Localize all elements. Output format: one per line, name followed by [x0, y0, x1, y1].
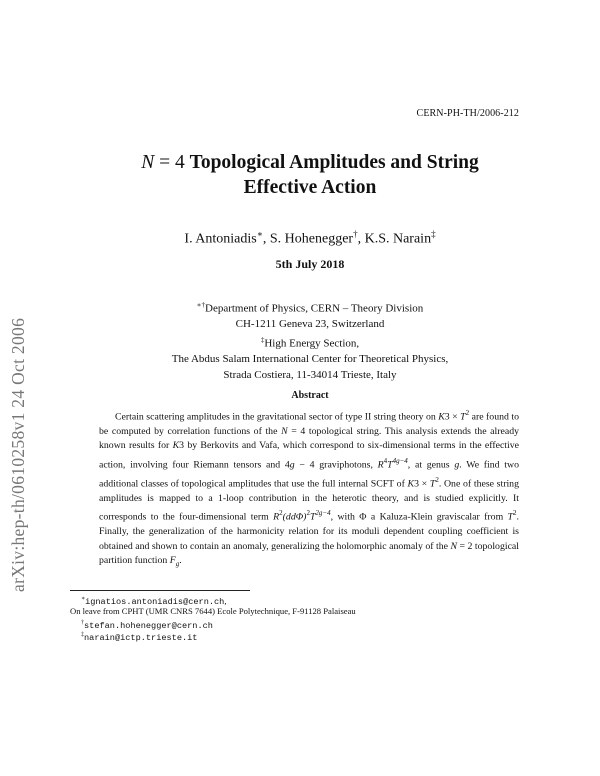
- author-mark-1: ∗: [256, 229, 263, 239]
- title-math-n: N: [141, 152, 155, 173]
- abstract-math: R: [377, 459, 384, 471]
- email-narain[interactable]: narain@ictp.trieste.it: [84, 632, 198, 643]
- abstract-math: 2: [465, 409, 470, 417]
- abstract-text: topological partition function: [99, 540, 519, 567]
- footnote-narain: [81, 630, 197, 644]
- abstract-math: 2: [435, 475, 439, 484]
- abstract-math: 3: [179, 440, 185, 452]
- abstract-text: .: [179, 555, 182, 567]
- abstract-text: . One of these string amplitudes is mapped to a 1-loop contribution in the heterotic theory, and is studied explicitly. It corresponds to the four-dimensional term: [99, 478, 519, 523]
- abstract-math: T: [429, 478, 436, 490]
- abstract-math: g: [454, 459, 460, 471]
- arxiv-stamp: arXiv:hep-th/0610258v1 24 Oct 2006: [8, 317, 28, 592]
- affiliation-ictp-section: High Energy Section,: [264, 337, 360, 350]
- footnote-mark-2: †: [81, 620, 84, 626]
- abstract-math: 2: [279, 509, 283, 518]
- paper-date: 5th July 2018: [275, 257, 345, 271]
- abstract-math: g: [175, 560, 180, 569]
- author-separator: ,: [262, 231, 270, 247]
- author-list: [60, 229, 560, 248]
- affiliation-mark-1: ∗†: [196, 301, 205, 309]
- abstract-text: . Finally, the generalization of the harmonicity relation for its moduli dependent coupling coefficient is obtained and shown to contain an anomaly, generalizing the holomorphic anomaly of the: [99, 511, 519, 552]
- paper-title: [60, 150, 560, 200]
- abstract-math: R: [273, 511, 280, 523]
- abstract-math: 4g−4: [392, 457, 408, 466]
- abstract-heading: Abstract: [291, 390, 329, 401]
- abstract-math: 2g−4: [315, 509, 331, 518]
- abstract-text: topological string. This analysis extends the already known results for: [99, 425, 520, 452]
- title-line-1-text: Topological Amplitudes and String: [189, 152, 479, 173]
- title-math-eq: = 4: [154, 152, 190, 173]
- abstract-math: 3 ×: [414, 478, 430, 490]
- author-narain: K.S. Narain: [364, 231, 432, 247]
- abstract-math: K: [172, 440, 180, 452]
- abstract-text: are found to be computed by correlation functions of the: [99, 411, 519, 437]
- affiliation-ictp-line-1: [60, 333, 560, 352]
- affiliation-cern-line-1: [60, 298, 560, 317]
- author-hohenegger: S. Hohenegger: [269, 231, 354, 247]
- abstract-math: K: [407, 478, 415, 490]
- footnote-mark-3: ‡: [81, 632, 84, 638]
- abstract-math: − 4: [294, 459, 315, 471]
- abstract-text: by Berkovits and Vafa, which correspond to six-dimensional terms in the effective action, involving four Riemann tensors and 4: [99, 440, 519, 471]
- report-number: CERN-PH-TH/2006-212: [416, 108, 519, 119]
- abstract-text: graviphotons,: [314, 459, 378, 471]
- abstract-math: T: [387, 459, 393, 471]
- abstract-math: 4: [383, 457, 388, 466]
- footnote-mark-1: ∗: [81, 596, 86, 602]
- affiliation-ictp: [60, 333, 560, 383]
- affiliation-cern-line-2: CH-1211 Geneva 23, Switzerland: [235, 318, 385, 331]
- title-line-1: [60, 150, 560, 175]
- abstract-text: . We find two additional classes of topological amplitudes that use the full internal SCFT of: [99, 459, 519, 490]
- author-mark-3: ‡: [431, 229, 436, 239]
- abstract-math: F: [169, 555, 176, 567]
- footnote-rule: [70, 590, 250, 591]
- abstract-math: = 4: [287, 425, 306, 437]
- abstract-math: g: [289, 459, 295, 471]
- abstract-text: Certain scattering amplitudes in the gravitational sector of type II string theory on: [115, 411, 439, 423]
- abstract-math: T: [460, 411, 466, 423]
- title-line-2: Effective Action: [243, 177, 377, 198]
- affiliation-mark-2: ‡: [260, 336, 265, 344]
- affiliation-ictp-line-2: The Abdus Salam International Center for Theoretical Physics,: [171, 353, 449, 366]
- footnote-comma: ,: [224, 595, 227, 606]
- email-hohenegger[interactable]: stefan.hohenegger@cern.ch: [84, 620, 213, 631]
- affiliation-ictp-line-3: Strada Costiera, 11-34014 Trieste, Italy: [223, 368, 397, 381]
- abstract-body: [99, 406, 519, 572]
- abstract-math: N: [450, 540, 457, 552]
- email-antoniadis[interactable]: ignatios.antoniadis@cern.ch: [85, 596, 225, 607]
- abstract-math: N: [281, 425, 288, 437]
- affiliation-cern-dept: Department of Physics, CERN – Theory Division: [205, 302, 424, 315]
- abstract-math: (ddΦ): [282, 511, 307, 523]
- abstract-math: T: [309, 511, 316, 523]
- abstract-math: 2: [513, 509, 517, 518]
- author-mark-2: †: [353, 229, 358, 239]
- abstract-text: , at genus: [407, 459, 455, 471]
- abstract-text: , with Φ a Kaluza-Klein graviscalar from: [330, 511, 508, 523]
- author-separator: ,: [357, 231, 365, 247]
- abstract-math: 2: [306, 509, 310, 518]
- abstract-math: 3 ×: [444, 411, 461, 423]
- abstract-math: T: [507, 511, 514, 523]
- author-antoniadis: I. Antoniadis: [184, 231, 257, 247]
- footnote-cpht: On leave from CPHT (UMR CNRS 7644) Ecole Polytechnique, F-91128 Palaiseau: [70, 606, 356, 616]
- affiliation-cern: [60, 298, 560, 333]
- abstract-math: K: [438, 411, 445, 423]
- abstract-math: = 2: [457, 540, 473, 552]
